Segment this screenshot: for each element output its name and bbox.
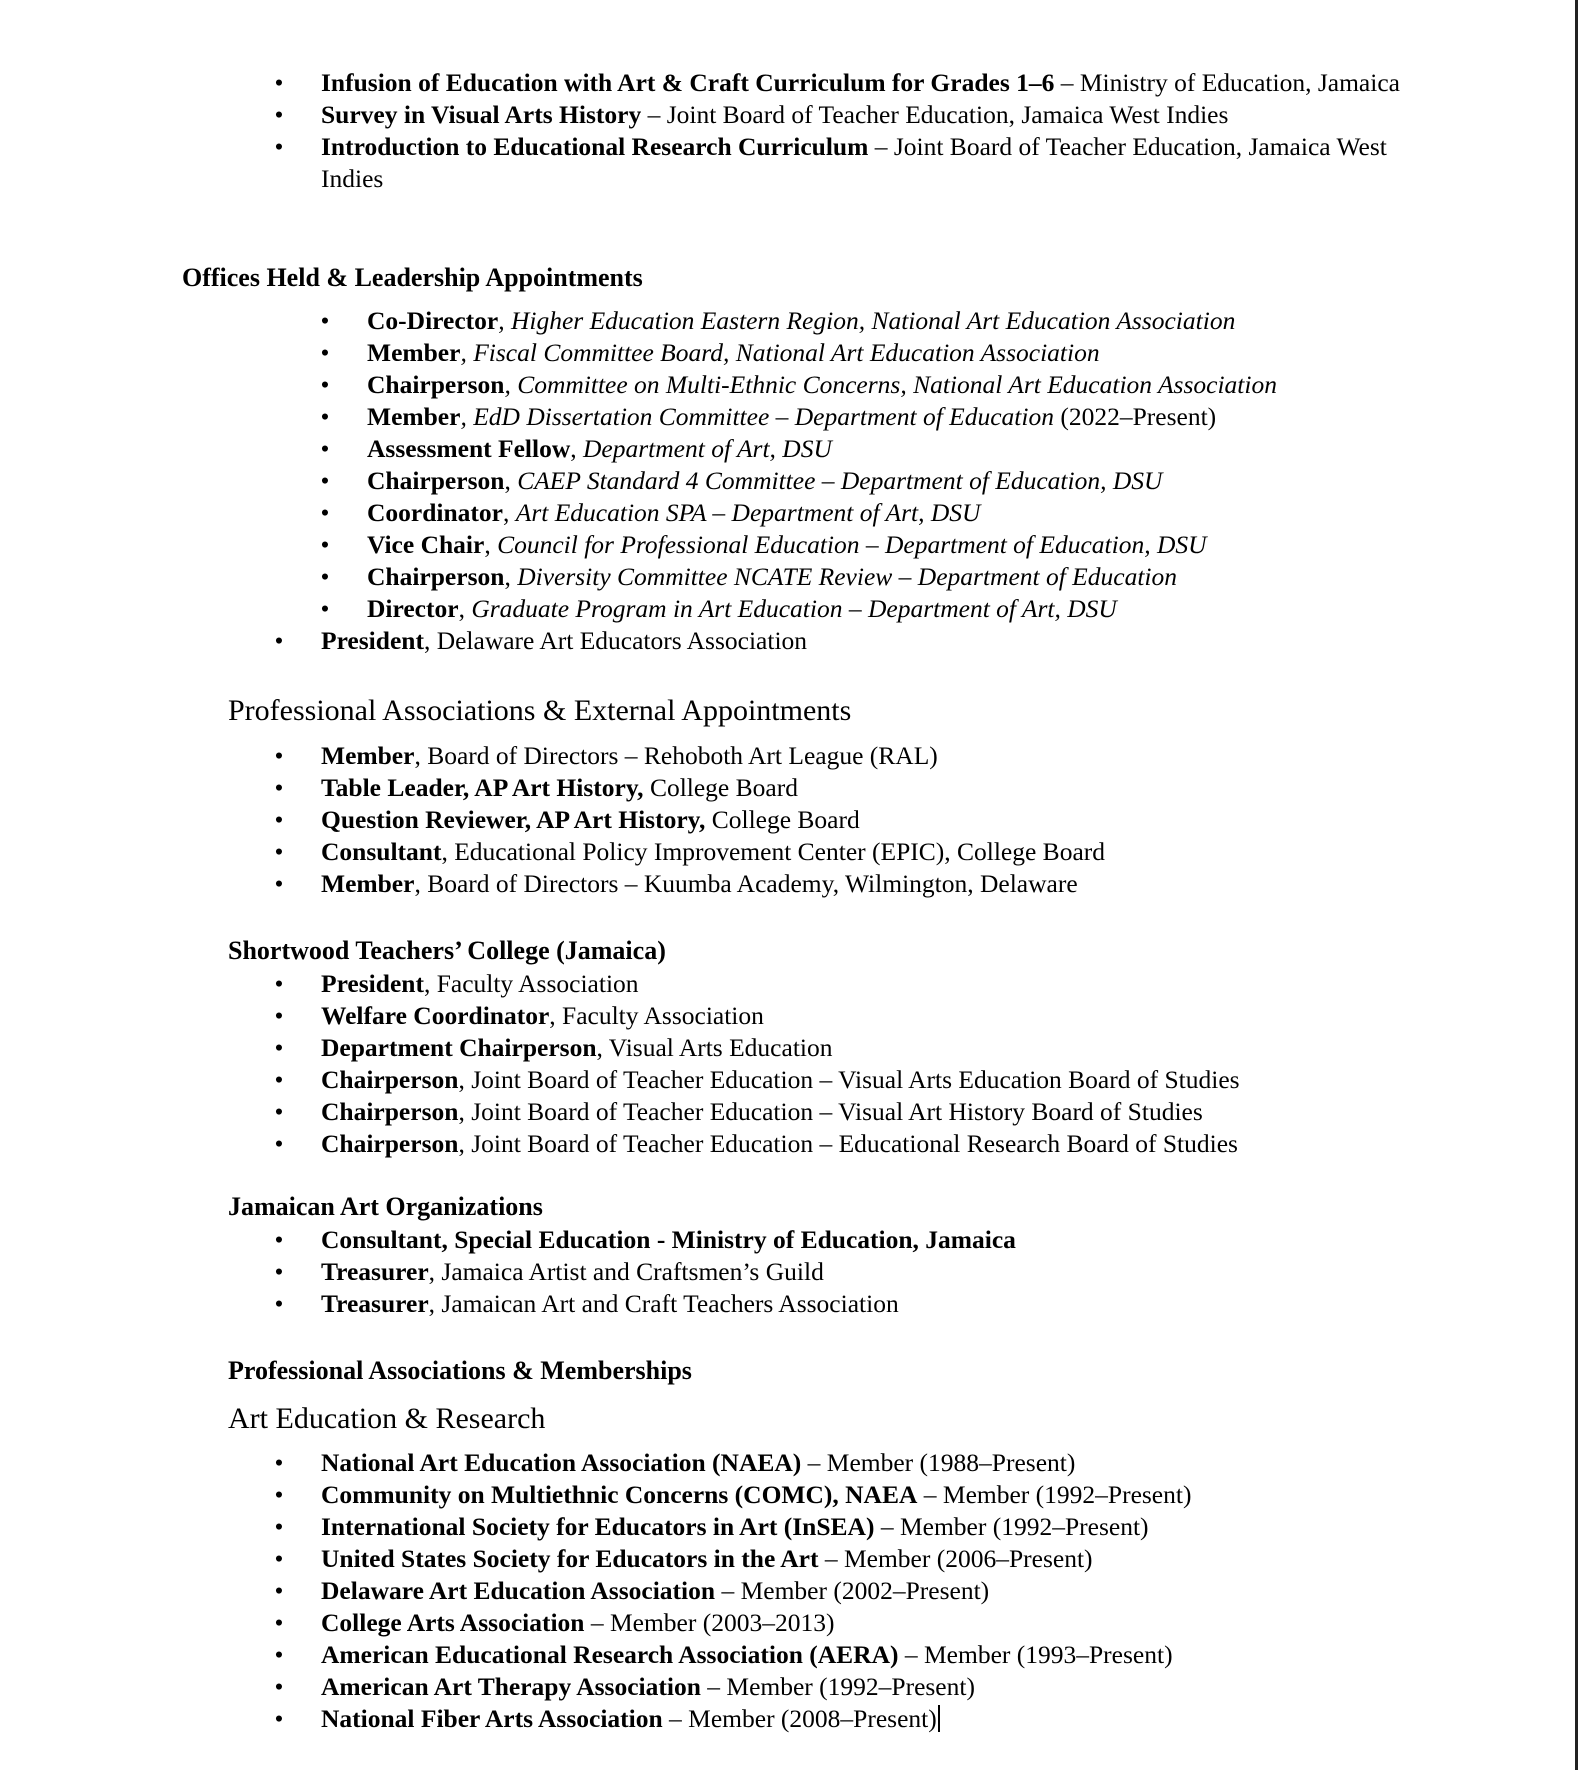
bullet: • xyxy=(320,530,330,559)
bullet: • xyxy=(320,594,330,623)
bullet: • xyxy=(320,370,330,399)
memberships-list xyxy=(0,1447,1421,1735)
list-item: • President, Delaware Art Educators Association xyxy=(274,626,808,655)
bullet: • xyxy=(274,741,284,770)
list-item: • Member, Board of Directors – Rehoboth Art League (RAL) xyxy=(274,741,938,770)
offices-list xyxy=(0,305,1421,657)
list-item: • Co-Director, Higher Education Eastern Region, National Art Education Association xyxy=(320,306,1236,335)
bullet: • xyxy=(320,466,330,495)
bullet: • xyxy=(274,869,284,898)
bullet: • xyxy=(274,626,284,655)
list-item: • Director, Graduate Program in Art Education – Department of Art, DSU xyxy=(320,594,1117,623)
list-item: • United States Society for Educators in the Art – Member (2006–Present) xyxy=(274,1544,1093,1573)
list-item: • Question Reviewer, AP Art History, College Board xyxy=(274,805,860,834)
section-heading-jamaican: Jamaican Art Organizations xyxy=(228,1192,543,1221)
section-heading-external: Professional Associations & External Appointments xyxy=(228,694,852,727)
bullet: • xyxy=(274,1512,284,1541)
list-item: • Introduction to Educational Research Curriculum – Joint Board of Teacher Education, Jamaica West Indies xyxy=(274,132,1387,193)
list-item: • Member, Board of Directors – Kuumba Academy, Wilmington, Delaware xyxy=(274,869,1078,898)
bullet: • xyxy=(274,132,284,161)
list-item: • Delaware Art Education Association – Member (2002–Present) xyxy=(274,1576,990,1605)
list-item: • Consultant, Educational Policy Improvement Center (EPIC), College Board xyxy=(274,837,1106,866)
bullet: • xyxy=(274,1480,284,1509)
bullet: • xyxy=(274,1001,284,1030)
bullet: • xyxy=(274,1672,284,1701)
bullet: • xyxy=(274,1640,284,1669)
list-item: • American Educational Research Association (AERA) – Member (1993–Present) xyxy=(274,1640,1173,1669)
list-item: • Chairperson, Committee on Multi-Ethnic Concerns, National Art Education Association xyxy=(320,370,1277,399)
list-item: • Assessment Fellow, Department of Art, DSU xyxy=(320,434,832,463)
list-item: • Community on Multiethnic Concerns (COMC), NAEA – Member (1992–Present) xyxy=(274,1480,1192,1509)
bullet: • xyxy=(274,1033,284,1062)
text-cursor xyxy=(938,1705,940,1732)
bullet: • xyxy=(320,562,330,591)
list-item: • International Society for Educators in Art (InSEA) – Member (1992–Present) xyxy=(274,1512,1149,1541)
jamaican-list xyxy=(0,1224,1421,1320)
bullet: • xyxy=(274,1448,284,1477)
bullet: • xyxy=(320,434,330,463)
section-heading-memberships: Professional Associations & Memberships xyxy=(228,1356,692,1385)
bullet: • xyxy=(274,805,284,834)
bullet: • xyxy=(274,68,284,97)
list-item: • Member, Fiscal Committee Board, National Art Education Association xyxy=(320,338,1100,367)
list-item: • National Fiber Arts Association – Member (2008–Present) xyxy=(0,1703,1421,1735)
bullet: • xyxy=(274,1129,284,1158)
shortwood-list xyxy=(0,968,1421,1160)
list-item: • Consultant, Special Education - Ministry of Education, Jamaica xyxy=(274,1225,1016,1254)
bullet: • xyxy=(274,1065,284,1094)
bullet: • xyxy=(320,498,330,527)
list-item: • Treasurer, Jamaica Artist and Craftsmen’s Guild xyxy=(274,1257,824,1286)
bullet: • xyxy=(274,1289,284,1318)
list-item: • Welfare Coordinator, Faculty Association xyxy=(274,1001,764,1030)
bullet: • xyxy=(274,1257,284,1286)
list-item: • Vice Chair, Council for Professional Education – Department of Education, DSU xyxy=(320,530,1207,559)
list-item: • Survey in Visual Arts History – Joint Board of Teacher Education, Jamaica West Indies xyxy=(274,100,1229,129)
list-item: • American Art Therapy Association – Member (1992–Present) xyxy=(274,1672,975,1701)
list-item: • Treasurer, Jamaican Art and Craft Teachers Association xyxy=(274,1289,899,1318)
list-item: • Chairperson, Joint Board of Teacher Education – Educational Research Board of Studies xyxy=(274,1129,1238,1158)
bullet: • xyxy=(274,969,284,998)
section-heading-offices: Offices Held & Leadership Appointments xyxy=(182,263,643,292)
bullet: • xyxy=(274,1704,284,1733)
bullet: • xyxy=(320,402,330,431)
list-item: • Chairperson, CAEP Standard 4 Committee – Department of Education, DSU xyxy=(320,466,1163,495)
list-item: • Coordinator, Art Education SPA – Department of Art, DSU xyxy=(320,498,981,527)
list-item: • College Arts Association – Member (2003–2013) xyxy=(274,1608,835,1637)
bullet: • xyxy=(320,338,330,367)
subheading-art-education: Art Education & Research xyxy=(228,1402,546,1435)
list-item: • Chairperson, Diversity Committee NCATE Review – Department of Education xyxy=(320,562,1177,591)
list-item: • Table Leader, AP Art History, College Board xyxy=(274,773,798,802)
bullet: • xyxy=(274,773,284,802)
external-list xyxy=(0,740,1421,900)
bullet: • xyxy=(274,1097,284,1126)
list-item: • Member, EdD Dissertation Committee – Department of Education (2022–Present) xyxy=(320,402,1217,431)
list-item: • President, Faculty Association xyxy=(274,969,639,998)
list-item: • Department Chairperson, Visual Arts Education xyxy=(274,1033,833,1062)
list-item: • Chairperson, Joint Board of Teacher Education – Visual Arts Education Board of Studies xyxy=(274,1065,1240,1094)
bullet: • xyxy=(274,1576,284,1605)
list-item: • National Art Education Association (NAEA) – Member (1988–Present) xyxy=(274,1448,1076,1477)
bullet: • xyxy=(320,306,330,335)
bullet: • xyxy=(274,837,284,866)
list-item: • Chairperson, Joint Board of Teacher Education – Visual Art History Board of Studies xyxy=(274,1097,1203,1126)
bullet: • xyxy=(274,1608,284,1637)
section-heading-shortwood: Shortwood Teachers’ College (Jamaica) xyxy=(228,936,666,965)
bullet: • xyxy=(274,1225,284,1254)
list-item: • Infusion of Education with Art & Craft Curriculum for Grades 1–6 – Ministry of Education, Jamaica xyxy=(274,68,1400,97)
bullet: • xyxy=(274,100,284,129)
bullet: • xyxy=(274,1544,284,1573)
curriculum-list xyxy=(0,67,1421,195)
